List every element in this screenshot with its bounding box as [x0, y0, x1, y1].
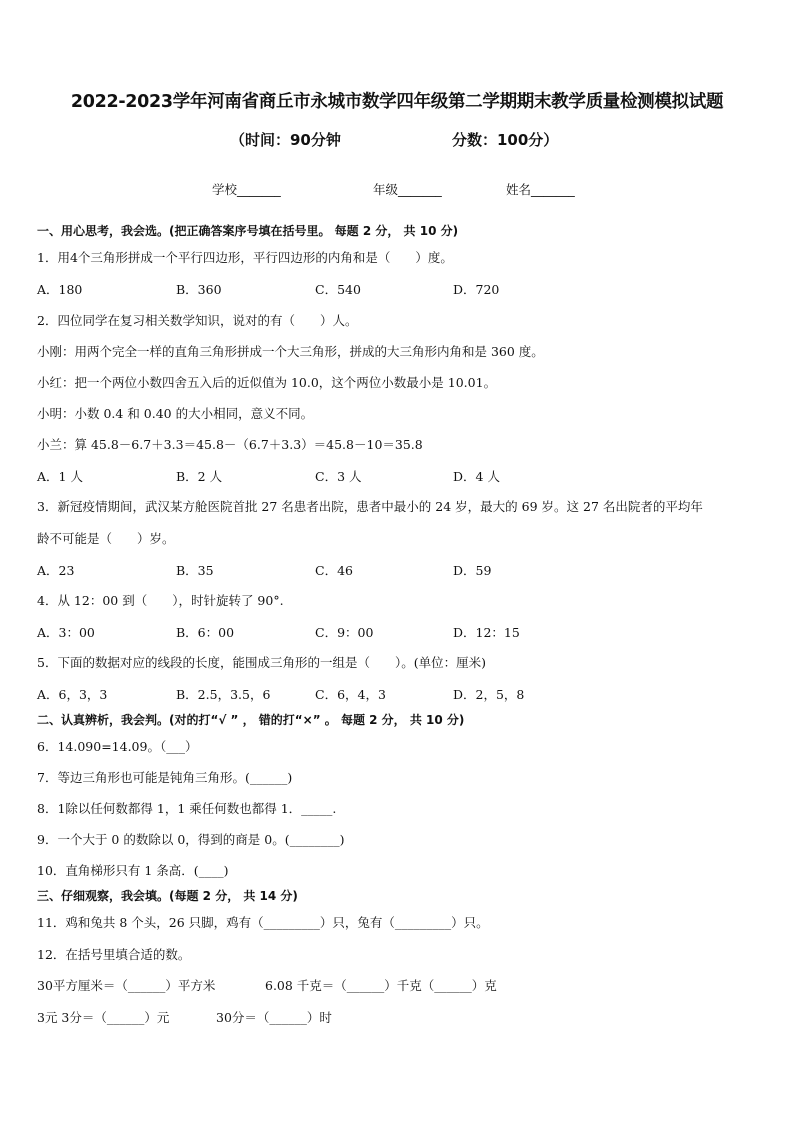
question-2-statement: 小刚：用两个完全一样的直角三角形拼成一个大三角形，拼成的大三角形内角和是 360 度。: [37, 344, 544, 359]
question-2-statement: 小兰：算 45.8－6.7＋3.3＝45.8－（6.7＋3.3）＝45.8－10＝35.8: [37, 437, 423, 452]
exam-score: 分数：100分）: [452, 131, 559, 149]
option-c: C．6，4，3: [315, 687, 386, 702]
option-b: B．360: [176, 282, 222, 297]
section-2-header: 二、认真辨析，我会判。(对的打“√ ” ， 错的打“×” 。 每题 2 分， 共 10 分): [37, 713, 465, 727]
question-10: 10．直角梯形只有 1 条高．(____): [37, 863, 229, 878]
question-3-line-1: 3．新冠疫情期间，武汉某方舱医院首批 27 名患者出院，患者中最小的 24 岁，最大的 69 岁。这 27 名出院者的平均年: [37, 499, 703, 514]
question-6: 6．14.090=14.09。（___）: [37, 739, 198, 754]
option-b: B．2 人: [176, 469, 223, 484]
question-4: 4．从 12：00 到（ ），时针旋转了 90°.: [37, 593, 284, 608]
question-2-statement: 小明：小数 0.4 和 0.40 的大小相同，意义不同。: [37, 406, 314, 421]
name-field: 姓名_______: [506, 182, 575, 197]
option-a: A．23: [37, 563, 75, 578]
question-11: 11．鸡和兔共 8 个头，26 只脚，鸡有（_________）只，兔有（_________）只。: [37, 915, 489, 930]
question-12: 12．在括号里填合适的数。: [37, 947, 191, 962]
option-a: A．3：00: [37, 625, 95, 640]
option-a: A．180: [37, 282, 83, 297]
section-1-header: 一、用心思考，我会选。(把正确答案序号填在括号里。 每题 2 分， 共 10 分): [37, 224, 459, 238]
option-d: D．4 人: [453, 469, 500, 484]
question-1-options: [0, 281, 794, 299]
option-a: A．1 人: [37, 469, 83, 484]
section-3-header: 三、仔细观察，我会填。(每题 2 分， 共 14 分): [37, 889, 298, 903]
question-3-options: [0, 562, 794, 580]
conversion-money: 3元 3分＝（______）元: [37, 1010, 170, 1025]
question-12-row-2: [0, 1009, 794, 1027]
question-1: 1．用4个三角形拼成一个平行四边形，平行四边形的内角和是（ ）度。: [37, 250, 453, 265]
option-d: D．59: [453, 563, 492, 578]
conversion-area: 30平方厘米＝（______）平方米: [37, 978, 216, 993]
option-c: C．9：00: [315, 625, 374, 640]
question-9: 9．一个大于 0 的数除以 0，得到的商是 0。(________): [37, 832, 345, 847]
option-d: D．2，5，8: [453, 687, 525, 702]
option-a: A．6，3，3: [37, 687, 108, 702]
question-5: 5．下面的数据对应的线段的长度，能围成三角形的一组是（ ）。(单位：厘米): [37, 655, 486, 670]
option-b: B．2.5，3.5，6: [176, 687, 271, 702]
option-b: B．35: [176, 563, 214, 578]
option-c: C．3 人: [315, 469, 362, 484]
option-c: C．540: [315, 282, 361, 297]
grade-field: 年级_______: [373, 182, 442, 197]
question-8: 8．1除以任何数都得 1，1 乘任何数也都得 1．_____.: [37, 801, 337, 816]
option-b: B．6：00: [176, 625, 235, 640]
question-7: 7．等边三角形也可能是钝角三角形。(______): [37, 770, 293, 785]
conversion-time: 30分＝（______）时: [216, 1010, 332, 1025]
question-4-options: [0, 624, 794, 642]
option-c: C．46: [315, 563, 353, 578]
question-2-options: [0, 468, 794, 486]
student-info: [0, 180, 794, 200]
exam-subtitle: [0, 129, 794, 151]
question-12-row-1: [0, 977, 794, 995]
school-field: 学校_______: [212, 182, 281, 197]
exam-time: （时间：90分钟: [230, 131, 341, 149]
question-2-statement: 小红：把一个两位小数四舍五入后的近似值为 10.0，这个两位小数最小是 10.01。: [37, 375, 497, 390]
question-5-options: [0, 686, 794, 704]
option-d: D．720: [453, 282, 500, 297]
question-2: 2．四位同学在复习相关数学知识，说对的有（ ）人。: [37, 313, 358, 328]
conversion-mass: 6.08 千克＝（______）千克（______）克: [265, 978, 497, 993]
exam-title: 2022-2023学年河南省商丘市永城市数学四年级第二学期期末教学质量检测模拟试题: [70, 92, 724, 112]
question-3-line-2: 龄不可能是（ ）岁。: [37, 531, 175, 546]
option-d: D．12：15: [453, 625, 520, 640]
